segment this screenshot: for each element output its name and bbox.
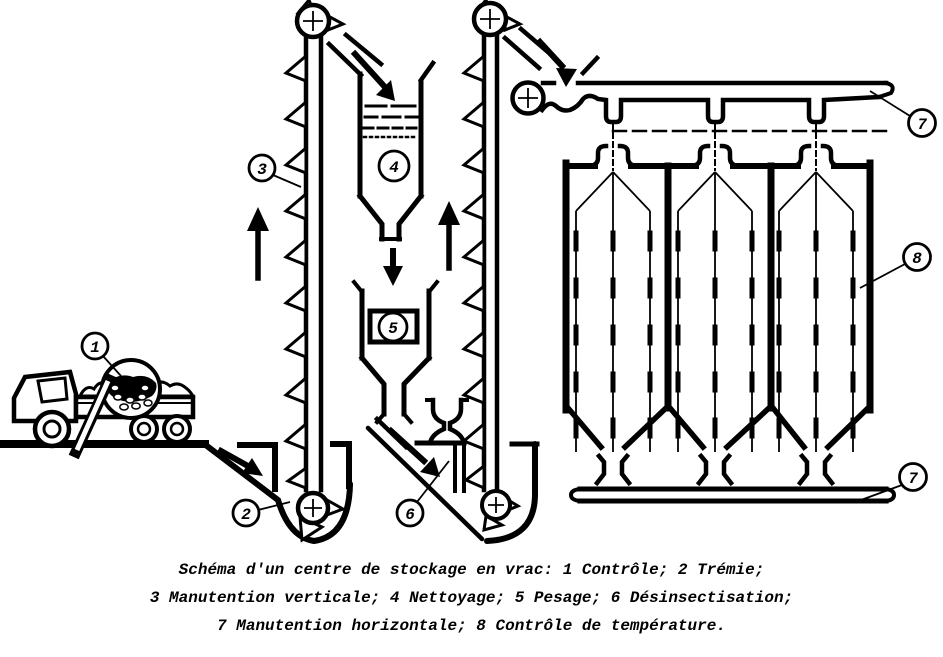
disinsectisation-unit xyxy=(427,400,467,443)
truck-window xyxy=(38,378,67,402)
temperature-cables-cell-1 xyxy=(576,172,650,452)
callout-5 xyxy=(379,313,407,341)
elevator-2-buckets xyxy=(464,56,484,488)
top-horizontal-conveyor xyxy=(513,83,893,123)
callout-7-top-label: 7 xyxy=(917,116,927,134)
elevator-1-buckets xyxy=(286,56,306,488)
bottom-horizontal-conveyor xyxy=(571,489,894,501)
caption-line-3: 7 Manutention horizontale; 8 Contrôle de température. xyxy=(217,617,726,635)
callout-4-label: 4 xyxy=(389,159,399,177)
callout-1-label: 1 xyxy=(90,339,100,357)
callout-1 xyxy=(82,333,121,376)
callout-8-label: 8 xyxy=(912,250,922,268)
caption-line-2: 3 Manutention verticale; 4 Nettoyage; 5 Pesage; 6 Désinsectisation; xyxy=(149,589,794,607)
cleaning-sieves xyxy=(364,106,417,137)
flow-arrow-up-1 xyxy=(247,207,269,278)
callout-2-label: 2 xyxy=(241,506,251,524)
callout-6-label: 6 xyxy=(405,506,415,524)
callout-3-label: 3 xyxy=(257,161,267,179)
callout-4 xyxy=(379,151,409,181)
callout-7-top xyxy=(870,91,936,137)
weighing-unit xyxy=(354,282,437,422)
temperature-cables-cell-2 xyxy=(678,172,752,452)
caption-line-1: Schéma d'un centre de stockage en vrac: 1 Contrôle; 2 Trémie; xyxy=(178,561,765,579)
callout-7-bottom-label: 7 xyxy=(908,470,918,488)
callout-5-label: 5 xyxy=(388,320,398,338)
flow-arrow-down-1 xyxy=(383,251,403,286)
temperature-cables-cell-3 xyxy=(779,172,853,452)
silo-block xyxy=(566,146,870,483)
chute-to-top-conveyor xyxy=(505,29,597,87)
flow-arrow-up-2 xyxy=(438,201,460,268)
bucket-elevator-1 xyxy=(286,0,343,540)
chute-to-cleaning xyxy=(329,35,433,101)
figure-caption xyxy=(0,556,943,640)
